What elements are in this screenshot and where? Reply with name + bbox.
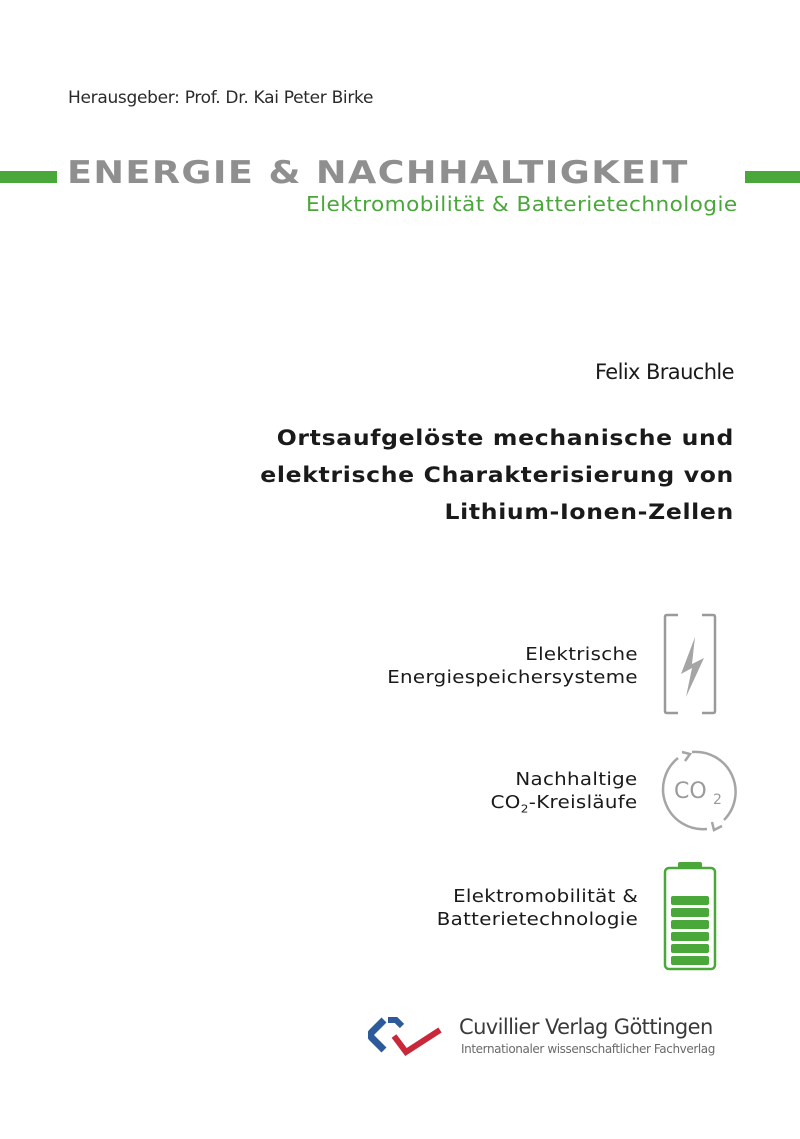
book-title — [260, 420, 734, 531]
topic-label-line: Elektrische — [525, 644, 638, 665]
topic-label-line: Energiespeichersysteme — [387, 667, 638, 688]
topic-label-line: Nachhaltige — [515, 769, 638, 790]
battery-full-icon — [662, 860, 718, 972]
book-author: Felix Brauchle — [594, 360, 734, 384]
topic-emobility — [436, 885, 638, 931]
svg-text:CO: CO — [674, 779, 707, 804]
series-title: ENERGIE & NACHHALTIGKEIT — [67, 155, 689, 191]
svg-text:2: 2 — [713, 792, 722, 808]
book-title-line: elektrische Charakterisierung von — [260, 463, 734, 487]
accent-bar-left — [0, 171, 57, 183]
topic-label-line: Batterietechnologie — [436, 909, 638, 930]
lightning-bolt-icon — [662, 612, 718, 716]
publisher-name: Cuvillier Verlag Göttingen — [459, 1015, 713, 1039]
series-editor: Herausgeber: Prof. Dr. Kai Peter Birke — [68, 88, 374, 108]
topic-label-line: Elektromobilität & — [452, 886, 638, 907]
cuvillier-logo-icon — [368, 1014, 444, 1062]
accent-bar-right — [745, 171, 800, 183]
topic-co2-cycles — [491, 768, 638, 821]
co2-cycle-icon — [652, 746, 742, 836]
publisher-tagline: Internationaler wissenschaftlicher Fachverlag — [461, 1042, 715, 1056]
topic-energy-storage — [387, 643, 638, 689]
series-subtitle: Elektromobilität & Batterietechnologie — [306, 192, 738, 216]
topic-label-line: $CO_2$-Kreisläufe — [491, 792, 638, 816]
book-title-line: Lithium-Ionen-Zellen — [444, 500, 734, 524]
book-title-line: Ortsaufgelöste mechanische und — [276, 426, 734, 450]
